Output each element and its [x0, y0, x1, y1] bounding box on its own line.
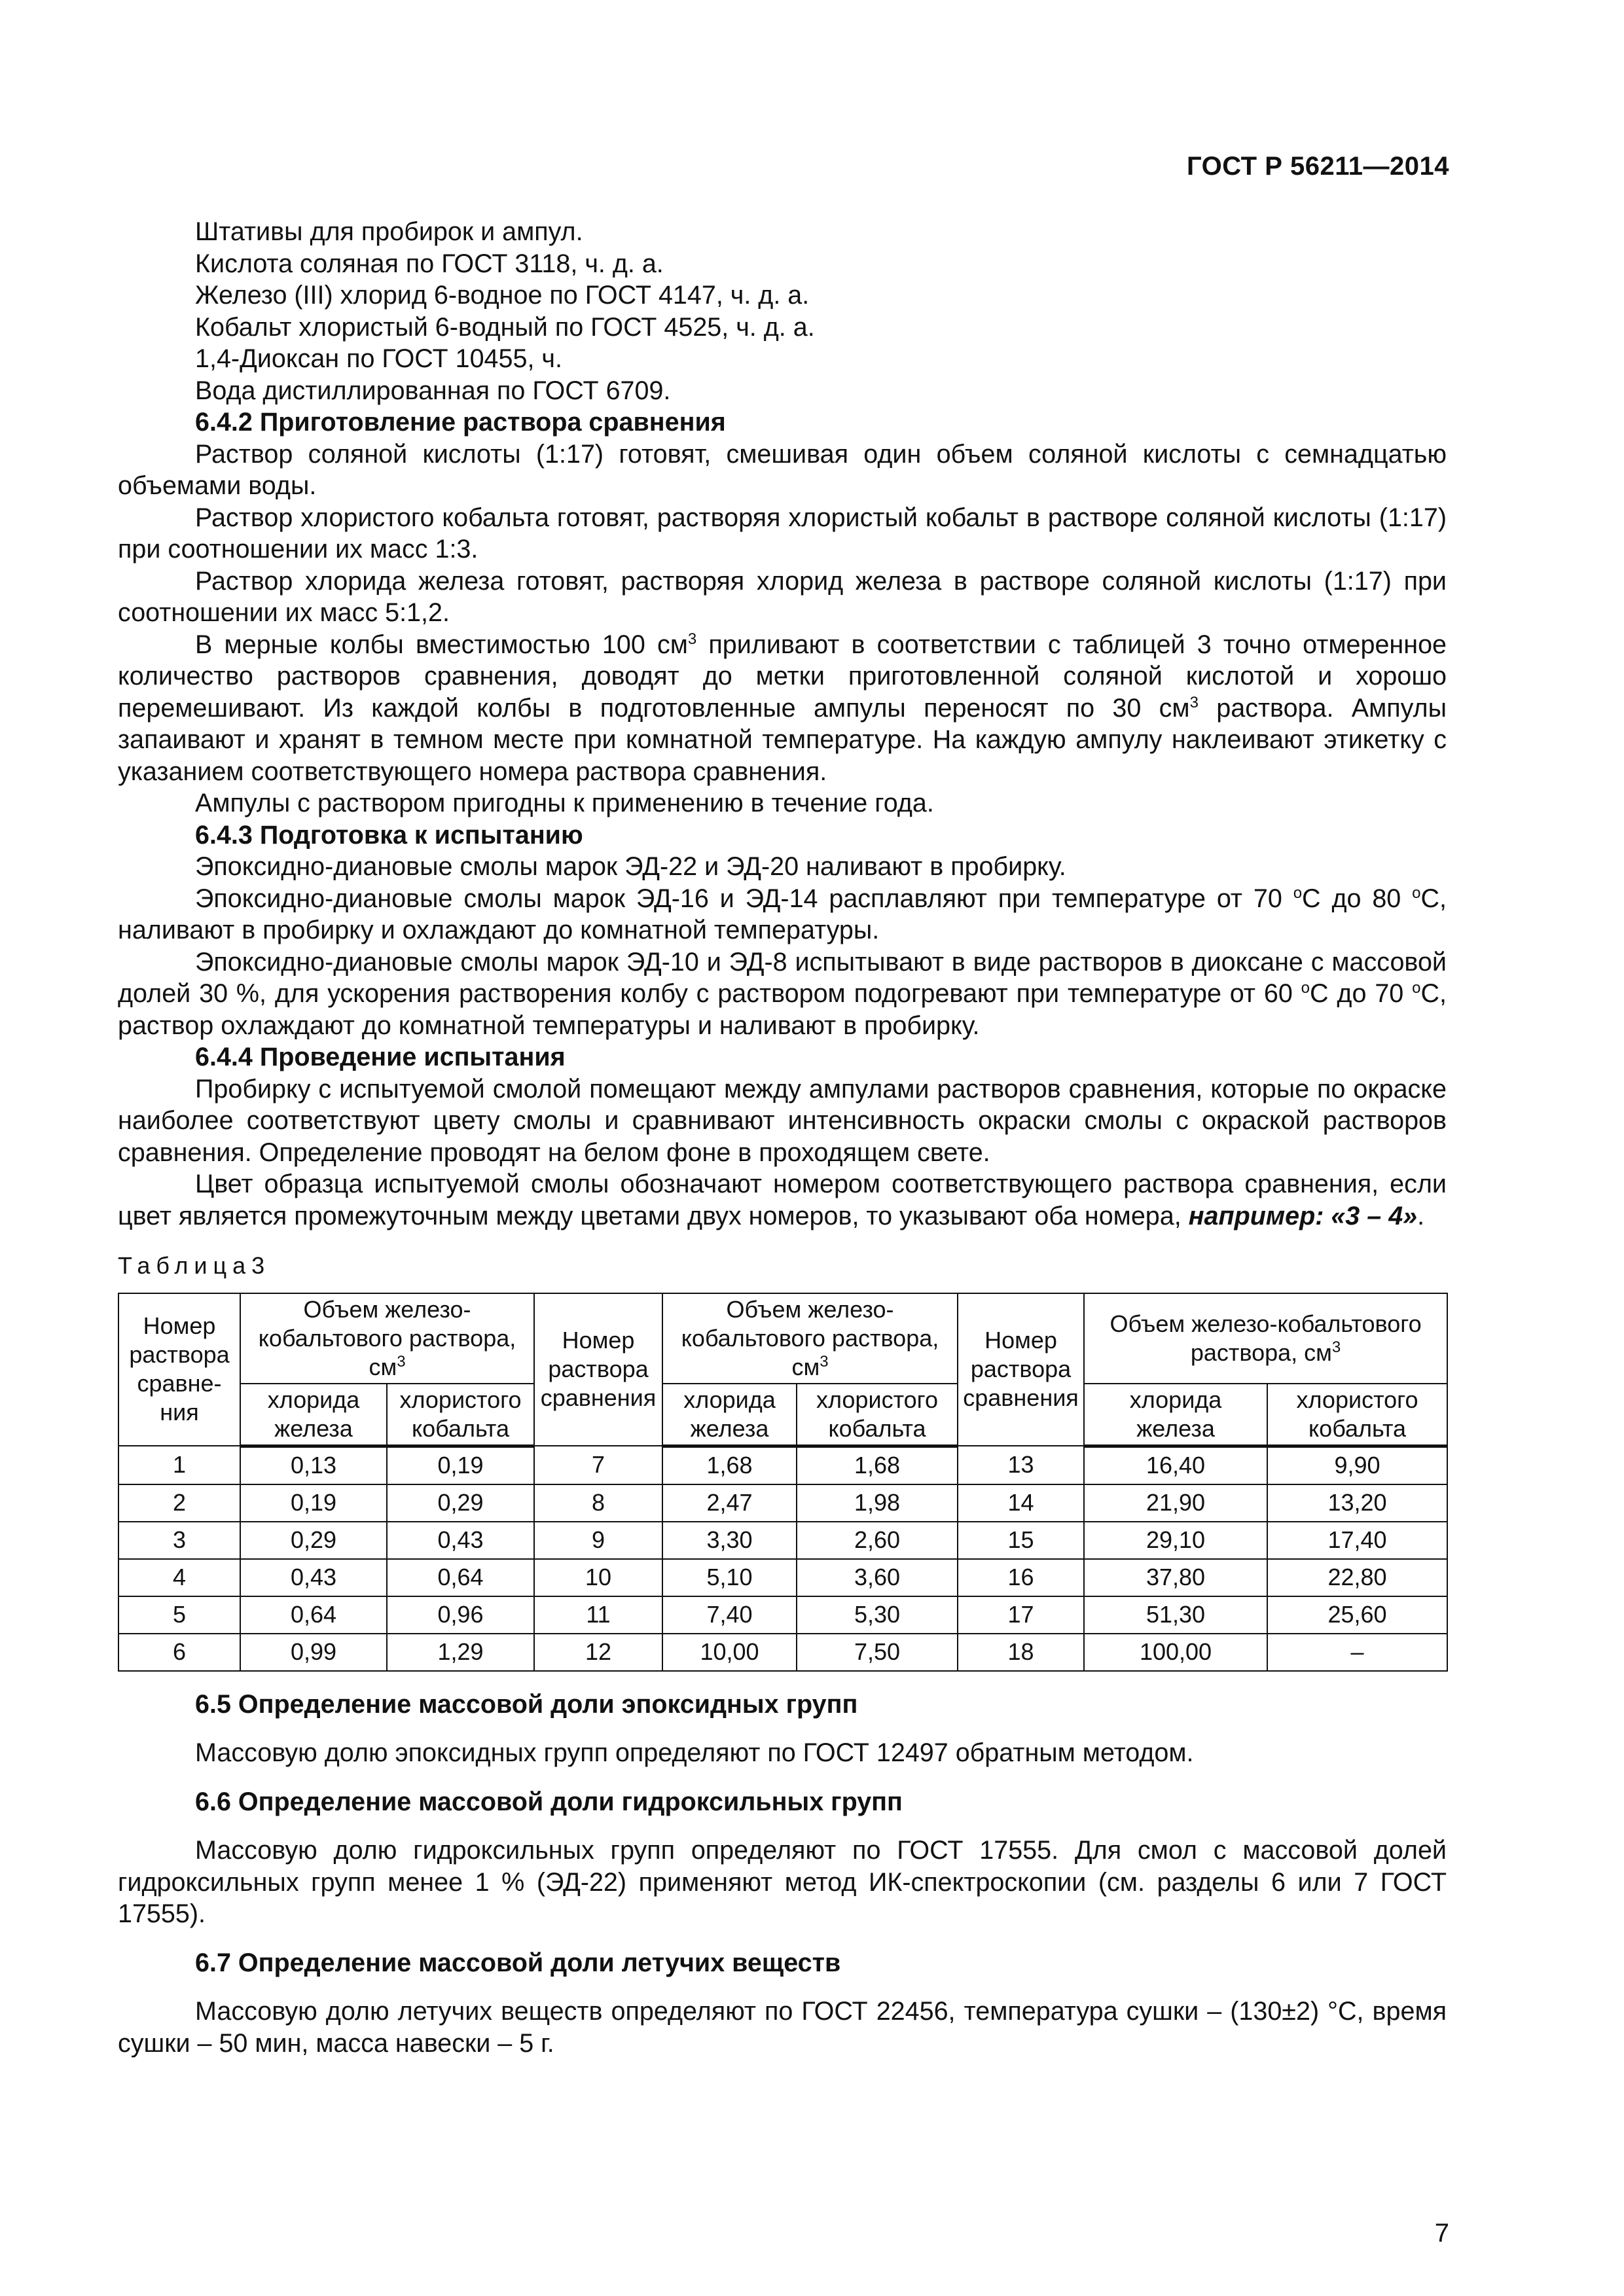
header-volume: Объем железо-кобальтового раствора, $см^3$: [662, 1293, 958, 1384]
table-cell: 11: [534, 1596, 662, 1634]
table-cell: 5,30: [797, 1596, 958, 1634]
table-row: [118, 1634, 1447, 1671]
equipment-line: Железо (III) хлорид 6-водное по ГОСТ 4147, ч. д. а.: [195, 281, 810, 310]
document-id-header: ГОСТ Р 56211—2014: [1187, 152, 1449, 181]
table-cell: 21,90: [1084, 1484, 1267, 1522]
header-iron-chloride: хлорида железа: [662, 1384, 797, 1446]
table-cell: 0,96: [387, 1596, 534, 1634]
table-cell: 3: [118, 1522, 240, 1559]
table-cell: 9: [534, 1522, 662, 1559]
table-cell: 1: [118, 1446, 240, 1484]
table-row: [118, 1522, 1447, 1559]
paragraph: Ампулы с раствором пригодны к применению в течение года.: [195, 789, 934, 817]
color-standards-table: [118, 1293, 1448, 1672]
table-cell: 13: [958, 1446, 1084, 1484]
table-cell: 6: [118, 1634, 240, 1671]
equipment-line: Кобальт хлористый 6-водный по ГОСТ 4525, ч. д. а.: [195, 312, 815, 342]
header-volume: Объем железо-кобальтового раствора, $см^3$: [240, 1293, 534, 1384]
table-cell: 100,00: [1084, 1634, 1267, 1671]
table-cell: 14: [958, 1484, 1084, 1522]
paragraph: В мерные колбы вместимостью 100 $см^3$ приливают в соответствии с таблицей 3 точно отмеренное количество растворов сравнения, доводят до метки приготовленной соляной кислотой и хорошо перемешивают. Из каждой колбы в подготовленные ампулы переносят по 30 $см^3$ раствора. Ампулы запаивают и хранят в темном месте при комнатной температуре. На каждую ампулу наклеивают этикетку с указанием соответствующего номера раствора сравнения.: [118, 630, 1447, 786]
table-cell: 0,19: [387, 1446, 534, 1484]
section-heading-6-7: 6.7 Определение массовой доли летучих веществ: [195, 1948, 841, 1977]
table-row: [118, 1596, 1447, 1634]
table-cell: 5,10: [662, 1559, 797, 1596]
section-heading-6-4-3: 6.4.3 Подготовка к испытанию: [195, 820, 583, 850]
table-caption: Таблица3: [118, 1252, 271, 1279]
table-cell: 0,19: [240, 1484, 387, 1522]
table-cell: 5: [118, 1596, 240, 1634]
section-heading-6-5: 6.5 Определение массовой доли эпоксидных групп: [195, 1689, 858, 1719]
paragraph: Раствор соляной кислоты (1:17) готовят, смешивая один объем соляной кислоты с семнадцатью объемами воды.: [118, 439, 1447, 500]
table-cell: 7,50: [797, 1634, 958, 1671]
table-cell: 0,13: [240, 1446, 387, 1484]
table-cell: 1,98: [797, 1484, 958, 1522]
header-cobalt-chloride: хлористого кобальта: [1267, 1384, 1447, 1446]
table-cell: 16,40: [1084, 1446, 1267, 1484]
paragraph: Эпоксидно-диановые смолы марок ЭД-22 и ЭД-20 наливают в пробирку.: [195, 852, 1066, 881]
table-cell: 3,30: [662, 1522, 797, 1559]
page-number: 7: [1434, 2219, 1449, 2248]
paragraph: Раствор хлористого кобальта готовят, растворяя хлористый кобальт в растворе соляной кислоты (1:17) при соотношении их масс 1:3.: [118, 503, 1447, 564]
table-row: [118, 1559, 1447, 1596]
table-cell: 18: [958, 1634, 1084, 1671]
table-cell: 3,60: [797, 1559, 958, 1596]
table-cell: 7: [534, 1446, 662, 1484]
header-solution-number: Номер раствора сравнения: [534, 1293, 662, 1446]
table-cell: 8: [534, 1484, 662, 1522]
table-cell: 29,10: [1084, 1522, 1267, 1559]
paragraph: Массовую долю эпоксидных групп определяют по ГОСТ 12497 обратным методом.: [195, 1738, 1194, 1767]
table-cell: 10,00: [662, 1634, 797, 1671]
table-cell: 0,29: [387, 1484, 534, 1522]
equipment-line: Штативы для пробирок и ампул.: [195, 217, 583, 246]
table-cell: 10: [534, 1559, 662, 1596]
header-iron-chloride: хлорида железа: [1084, 1384, 1267, 1446]
table-cell: 51,30: [1084, 1596, 1267, 1634]
table-cell: 2,60: [797, 1522, 958, 1559]
table-cell: 0,64: [240, 1596, 387, 1634]
section-heading-6-4-2: 6.4.2 Приготовление раствора сравнения: [195, 408, 726, 437]
table-cell: 1,29: [387, 1634, 534, 1671]
table-cell: 2,47: [662, 1484, 797, 1522]
header-iron-chloride: хлорида железа: [240, 1384, 387, 1446]
table-cell: 22,80: [1267, 1559, 1447, 1596]
paragraph: Массовую долю летучих веществ определяют по ГОСТ 22456, температура сушки – (130±2) °С, время сушки – 50 мин, масса навески – 5 г.: [118, 1997, 1447, 2058]
table-cell: 0,43: [387, 1522, 534, 1559]
table-cell: 0,43: [240, 1559, 387, 1596]
paragraph: Эпоксидно-диановые смолы марок ЭД-10 и ЭД-8 испытывают в виде растворов в диоксане с массовой долей 30 %, для ускорения растворения колбу с раствором подогревают при температуре от 60 $^о$С до 70 $^о$С, раствор охлаждают до комнатной температуры и наливают в пробирку.: [118, 947, 1447, 1040]
table-cell: 9,90: [1267, 1446, 1447, 1484]
table-cell: 16: [958, 1559, 1084, 1596]
table-cell: 4: [118, 1559, 240, 1596]
section-heading-6-4-4: 6.4.4 Проведение испытания: [195, 1043, 566, 1071]
table-cell: –: [1267, 1634, 1447, 1671]
equipment-line: 1,4-Диоксан по ГОСТ 10455, ч.: [195, 344, 562, 373]
document-body: [118, 216, 1447, 2059]
header-volume: Объем железо-кобальтового раствора, $см^3$: [1084, 1293, 1447, 1384]
table-cell: 25,60: [1267, 1596, 1447, 1634]
table-cell: 1,68: [662, 1446, 797, 1484]
table-cell: 37,80: [1084, 1559, 1267, 1596]
table-row: [118, 1446, 1447, 1484]
table-cell: 17,40: [1267, 1522, 1447, 1559]
table-cell: 0,29: [240, 1522, 387, 1559]
paragraph: Массовую долю гидроксильных групп определяют по ГОСТ 17555. Для смол с массовой долей гидроксильных групп менее 1 % (ЭД-22) применяют метод ИК-спектроскопии (см. разделы 6 или 7 ГОСТ 17555).: [118, 1836, 1447, 1928]
table-cell: 12: [534, 1634, 662, 1671]
equipment-line: Кислота соляная по ГОСТ 3118, ч. д. а.: [195, 249, 664, 278]
header-solution-number: Номер раствора сравнения: [958, 1293, 1084, 1446]
table-cell: 15: [958, 1522, 1084, 1559]
section-heading-6-6: 6.6 Определение массовой доли гидроксильных групп: [195, 1787, 903, 1816]
table-row: [118, 1484, 1447, 1522]
table-cell: 1,68: [797, 1446, 958, 1484]
table-cell: 0,99: [240, 1634, 387, 1671]
header-solution-number: Номер раствора сравне-ния: [118, 1293, 240, 1446]
table-cell: 17: [958, 1596, 1084, 1634]
header-cobalt-chloride: хлористого кобальта: [387, 1384, 534, 1446]
header-cobalt-chloride: хлористого кобальта: [797, 1384, 958, 1446]
paragraph: Эпоксидно-диановые смолы марок ЭД-16 и ЭД-14 расплавляют при температуре от 70 $^о$С до 80 $^о$С, наливают в пробирку и охлаждают до комнатной температуры.: [118, 884, 1447, 944]
paragraph: Раствор хлорида железа готовят, растворяя хлорид железа в растворе соляной кислоты (1:17) при соотношении их масс 5:1,2.: [118, 566, 1447, 627]
table-cell: 13,20: [1267, 1484, 1447, 1522]
paragraph: Цвет образца испытуемой смолы обозначают номером соответствующего раствора сравнения, если цвет является промежуточным между цветами двух номеров, то указывают оба номера, например: «3 – 4».: [118, 1170, 1447, 1230]
table-cell: 0,64: [387, 1559, 534, 1596]
table-cell: 7,40: [662, 1596, 797, 1634]
paragraph: Пробирку с испытуемой смолой помещают между ампулами растворов сравнения, которые по окраске наиболее соответствуют цвету смолы и сравнивают интенсивность окраски смолы с окраской растворов сравнения. Определение проводят на белом фоне в проходящем свете.: [118, 1074, 1447, 1167]
table-cell: 2: [118, 1484, 240, 1522]
equipment-line: Вода дистиллированная по ГОСТ 6709.: [195, 376, 671, 405]
